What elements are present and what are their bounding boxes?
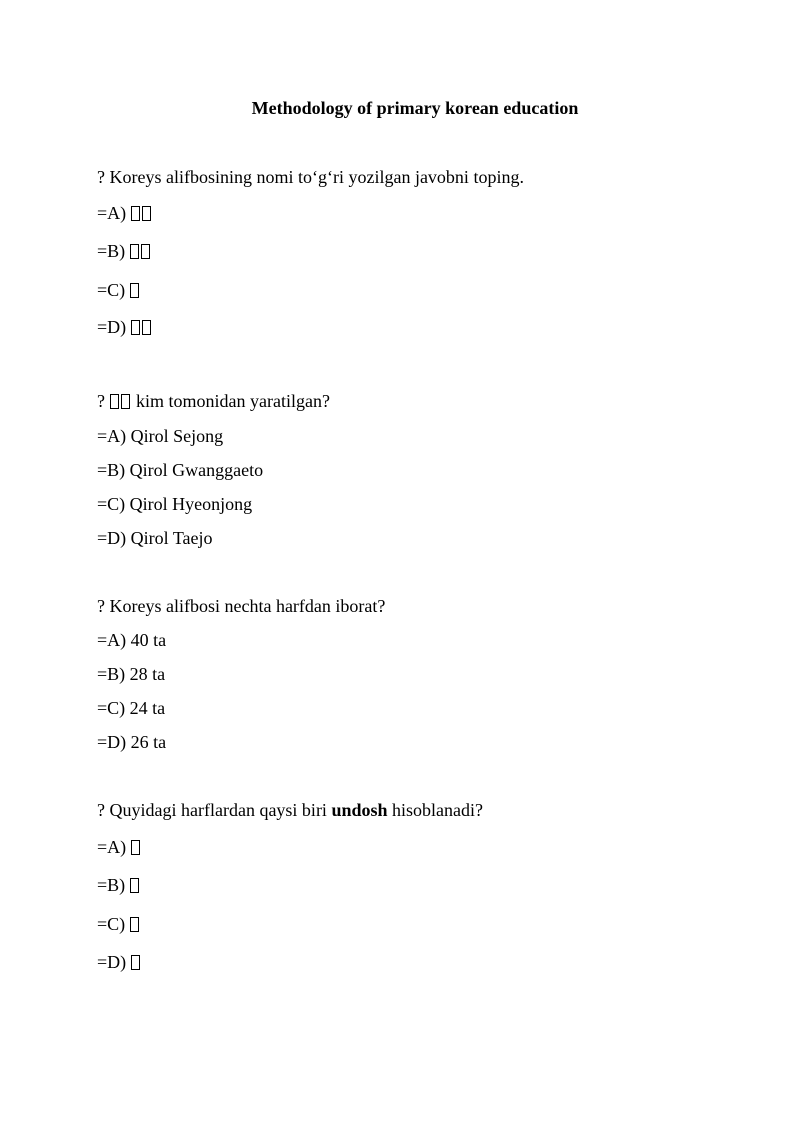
option-4c [97,912,141,936]
option-4a [97,835,142,859]
option-3b: =B) 28 ta [97,664,166,684]
option-1d [97,315,153,339]
question-text-start: Quyidagi harflardan qaysi biri [109,800,332,820]
question-1 [97,165,524,189]
option-3a: =A) 40 ta [97,630,167,650]
option-label: =C) [97,280,126,300]
option-label: =A) [97,837,127,857]
option-2d: =D) Qirol Taejo [97,528,213,548]
option-1b [97,239,152,263]
document-title: Methodology of primary korean education [251,98,579,118]
option-label: =D) [97,952,127,972]
option-label: =C) [97,914,126,934]
question-4 [97,798,483,822]
option-label: =B) [97,241,126,261]
option-4d [97,950,142,974]
missing-glyph-icon [131,840,140,855]
option-1a [97,201,153,225]
option-label: =B) [97,875,126,895]
missing-glyph-icon [130,917,139,932]
option-2c: =C) Qirol Hyeonjong [97,494,253,514]
missing-glyph-icon [131,206,140,221]
missing-glyph-icon [130,283,139,298]
option-3c: =C) 24 ta [97,698,166,718]
option-2b: =B) Qirol Gwanggaeto [97,460,264,480]
question-text: Koreys alifbosining nomi to‘g‘ri yozilgan javobni toping. [109,167,524,187]
option-2a: =A) Qirol Sejong [97,426,224,446]
option-3d: =D) 26 ta [97,732,167,752]
question-keyword: undosh [331,800,388,820]
missing-glyph-icon [110,394,119,409]
missing-glyph-icon [121,394,130,409]
question-marker: ? [97,800,110,820]
option-label: =D) [97,317,127,337]
option-1c [97,278,141,302]
option-label: =A) [97,203,127,223]
question-text-end: hisoblanadi? [387,800,483,820]
question-marker: ? [97,391,105,411]
question-3 [97,594,385,618]
missing-glyph-icon [141,244,150,259]
missing-glyph-icon [130,878,139,893]
missing-glyph-icon [142,320,151,335]
missing-glyph-icon [131,320,140,335]
missing-glyph-icon [142,206,151,221]
question-marker: ? [97,596,110,616]
missing-glyph-icon [130,244,139,259]
missing-glyph-icon [131,955,140,970]
question-text: Koreys alifbosi nechta harfdan iborat? [109,596,386,616]
question-marker: ? [97,167,110,187]
option-4b [97,873,141,897]
question-text: kim tomonidan yaratilgan? [136,391,330,411]
question-2 [97,389,330,413]
